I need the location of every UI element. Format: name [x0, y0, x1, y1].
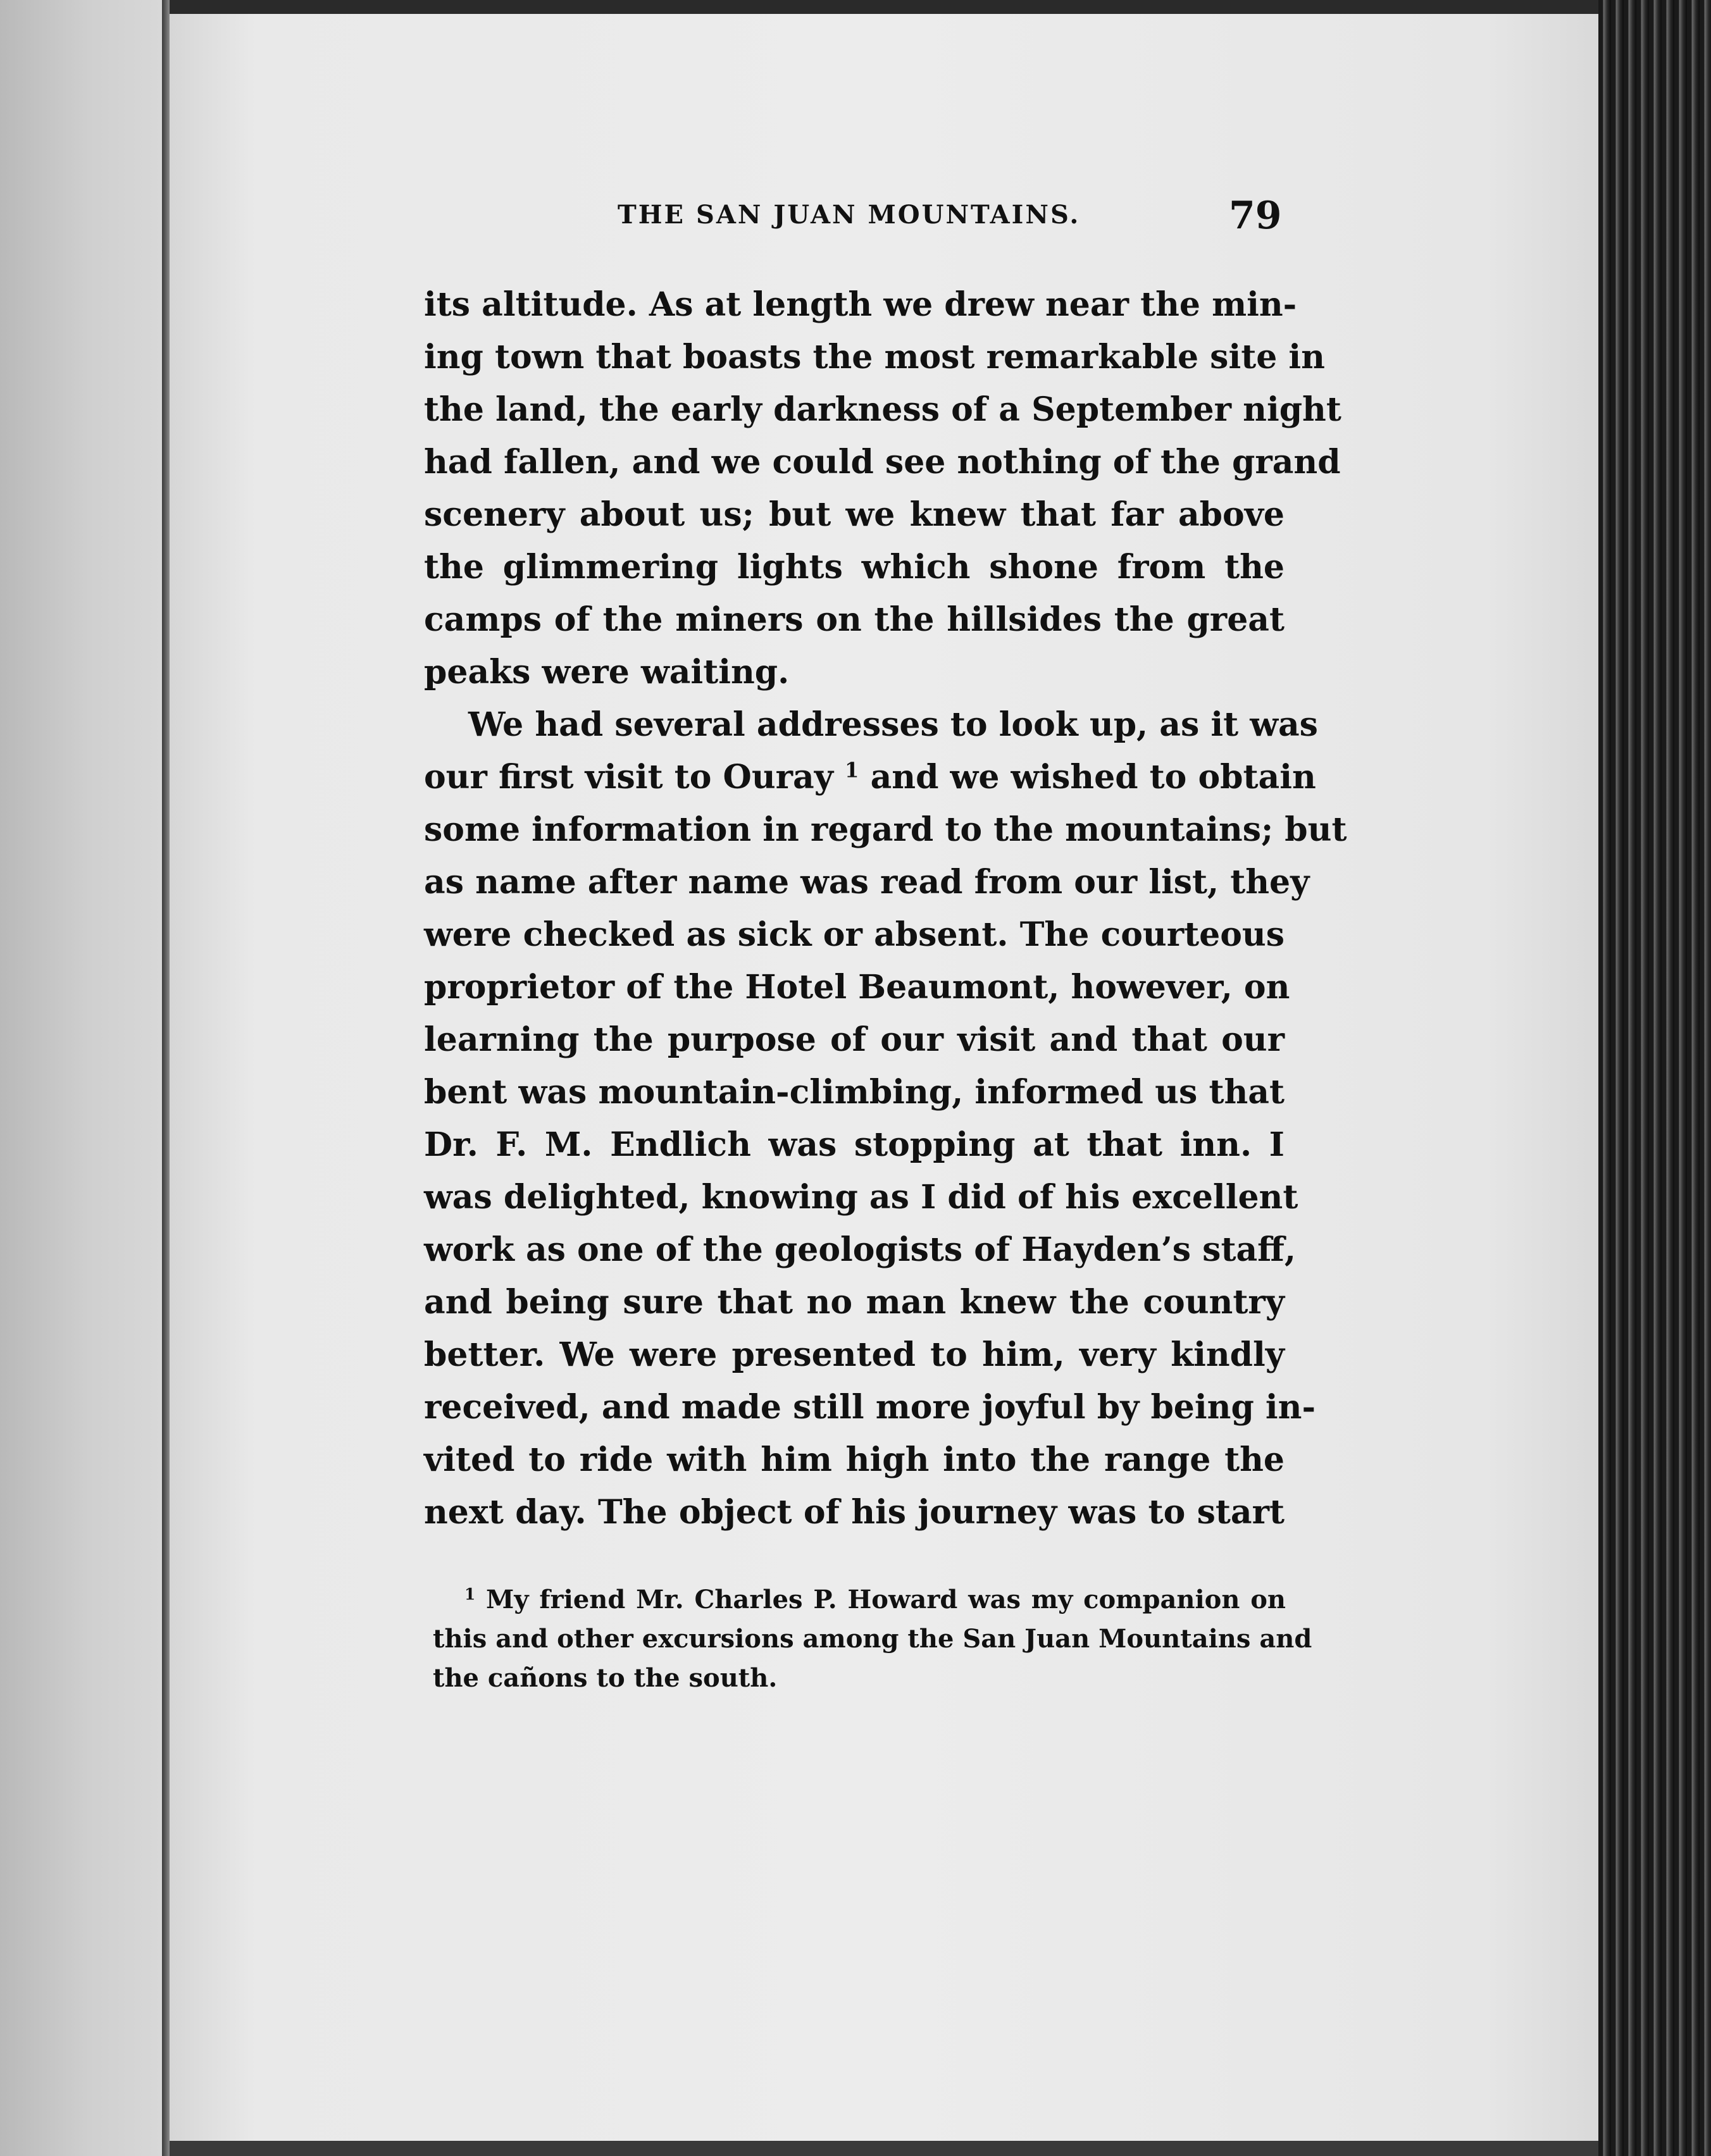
- left-page-edge: [0, 0, 162, 2156]
- text-line: received, and made still more joyful by being in-: [424, 1388, 1316, 1427]
- footnote: [433, 1580, 1312, 1698]
- text-line-with-footnote-ref: [424, 751, 1316, 803]
- scan-bottom-border: [170, 2141, 1598, 2156]
- line-suffix: and we wished to obtain: [870, 758, 1316, 796]
- text-line: work as one of the geologists of Hayden’s staff,: [424, 1230, 1296, 1269]
- line-prefix: our first visit to Ouray: [424, 758, 833, 796]
- book-gutter: [162, 0, 170, 2156]
- footnote-line: the cañons to the south.: [433, 1663, 778, 1693]
- text-line: peaks were waiting.: [424, 653, 790, 691]
- text-line: learning the purpose of our visit and that our: [424, 1020, 1285, 1059]
- text-line: camps of the miners on the hillsides the great: [424, 600, 1285, 639]
- text-line: its altitude. As at length we drew near the min-: [424, 285, 1297, 324]
- footnote-line: this and other excursions among the San Juan Mountains and: [433, 1624, 1312, 1654]
- running-head: THE SAN JUAN MOUNTAINS.: [618, 200, 1081, 230]
- text-line: were checked as sick or absent. The courteous: [424, 915, 1285, 954]
- footnote-line: [433, 1580, 1286, 1620]
- stacked-page-edges: [1598, 0, 1711, 2156]
- text-line: We had several addresses to look up, as it was: [468, 705, 1318, 744]
- body-text: [424, 278, 1347, 1539]
- text-line: the glimmering lights which shone from the: [424, 548, 1285, 586]
- text-line: proprietor of the Hotel Beaumont, however, on: [424, 968, 1290, 1007]
- text-line: vited to ride with him high into the range the: [424, 1440, 1285, 1479]
- text-line: had fallen, and we could see nothing of the grand: [424, 443, 1341, 481]
- text-line: better. We were presented to him, very kindly: [424, 1335, 1285, 1374]
- footnote-text: My friend Mr. Charles P. Howard was my companion on: [486, 1585, 1286, 1614]
- text-line: and being sure that no man knew the country: [424, 1283, 1285, 1322]
- text-line: Dr. F. M. Endlich was stopping at that inn. I: [424, 1125, 1285, 1164]
- text-line: some information in regard to the mountains; but: [424, 810, 1347, 849]
- text-line: bent was mountain-climbing, informed us that: [424, 1073, 1285, 1112]
- text-line: was delighted, knowing as I did of his excellent: [424, 1178, 1298, 1217]
- footnote-marker: 1: [464, 1585, 476, 1604]
- text-line: next day. The object of his journey was to start: [424, 1493, 1285, 1532]
- text-line: the land, the early darkness of a September night: [424, 390, 1341, 429]
- scan-top-border: [170, 0, 1598, 14]
- page-number: 79: [1229, 194, 1282, 238]
- footnote-reference: 1: [845, 758, 859, 783]
- text-line: scenery about us; but we knew that far above: [424, 495, 1285, 534]
- text-line: ing town that boasts the most remarkable site in: [424, 338, 1325, 376]
- text-line: as name after name was read from our list, they: [424, 863, 1310, 901]
